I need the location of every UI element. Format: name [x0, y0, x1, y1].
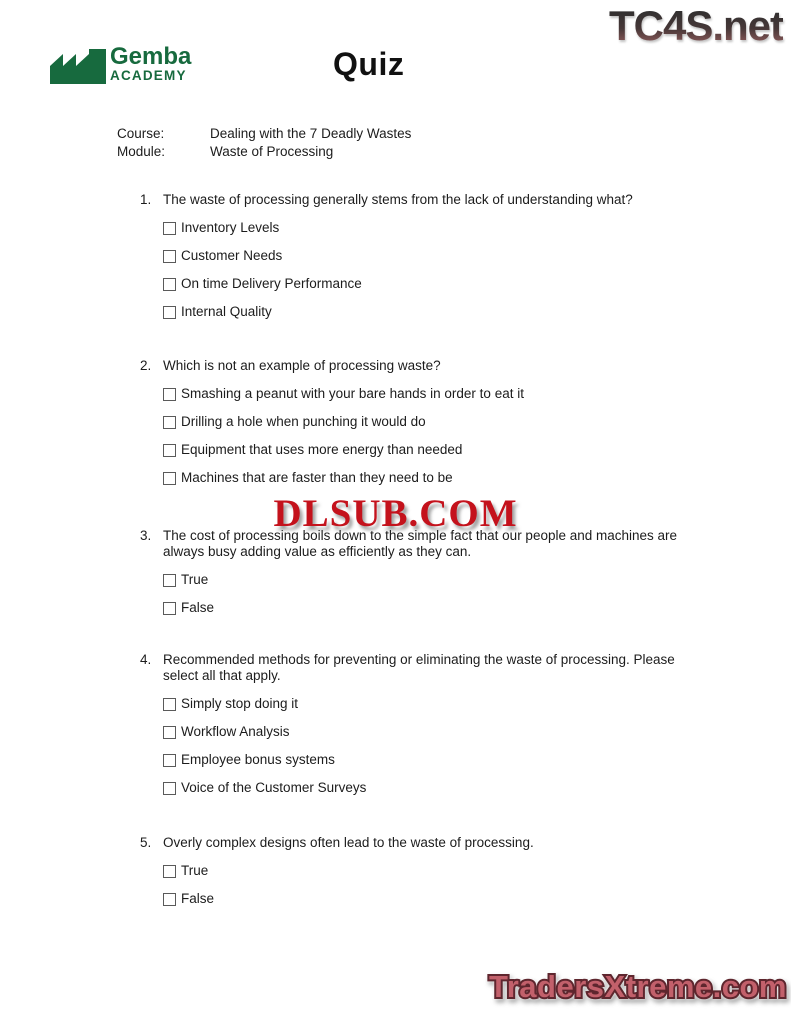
question-5 — [140, 835, 700, 919]
watermark-tradersxtreme: TradersXtreme.com — [489, 969, 787, 1004]
checkbox[interactable] — [163, 278, 176, 291]
checkbox[interactable] — [163, 388, 176, 401]
checkbox[interactable] — [163, 574, 176, 587]
option-label: True — [181, 572, 209, 587]
option-row — [163, 386, 700, 402]
question-head — [140, 192, 700, 208]
question-text: The cost of processing boils down to the simple fact that our people and machines are always busy adding value as efficiently as they can. — [163, 528, 678, 559]
checkbox[interactable] — [163, 698, 176, 711]
options-list — [163, 863, 700, 907]
option-label: Equipment that uses more energy than needed — [181, 442, 463, 457]
option-label: Customer Needs — [181, 248, 283, 263]
question-4 — [140, 652, 700, 808]
question-number: 2. — [140, 358, 152, 373]
question-text: The waste of processing generally stems from the lack of understanding what? — [163, 192, 633, 207]
page-title: Quiz — [333, 46, 405, 82]
course-info — [117, 125, 411, 161]
checkbox[interactable] — [163, 444, 176, 457]
question-head — [140, 835, 700, 851]
option-row — [163, 276, 700, 292]
option-row — [163, 891, 700, 907]
module-label: Module: — [117, 144, 166, 159]
option-row — [163, 470, 700, 486]
checkbox[interactable] — [163, 782, 176, 795]
checkbox[interactable] — [163, 754, 176, 767]
option-row — [163, 304, 700, 320]
option-row — [163, 724, 700, 740]
options-list — [163, 386, 700, 486]
option-label: Inventory Levels — [181, 220, 280, 235]
option-row — [163, 220, 700, 236]
course-row — [117, 125, 411, 143]
option-label: Simply stop doing it — [181, 696, 299, 711]
checkbox[interactable] — [163, 250, 176, 263]
checkbox[interactable] — [163, 602, 176, 615]
gemba-logo-text — [110, 43, 192, 83]
question-3 — [140, 528, 700, 628]
checkbox[interactable] — [163, 472, 176, 485]
option-label: Workflow Analysis — [181, 724, 290, 739]
watermark-dlsub: DLSUB.COM — [273, 492, 518, 535]
module-row — [117, 143, 411, 161]
watermark-tc4s: TC4S.net — [608, 2, 783, 49]
question-1 — [140, 192, 700, 332]
question-number: 3. — [140, 528, 152, 543]
logo-name: Gemba — [110, 43, 192, 70]
option-row — [163, 863, 700, 879]
option-label: False — [181, 891, 215, 906]
checkbox[interactable] — [163, 893, 176, 906]
question-text: Overly complex designs often lead to the waste of processing. — [163, 835, 534, 850]
option-label: Drilling a hole when punching it would do — [181, 414, 426, 429]
option-row — [163, 600, 700, 616]
option-label: False — [181, 600, 215, 615]
checkbox[interactable] — [163, 865, 176, 878]
options-list — [163, 696, 700, 796]
question-number: 4. — [140, 652, 152, 667]
course-value: Dealing with the 7 Deadly Wastes — [210, 126, 412, 141]
option-label: Internal Quality — [181, 304, 272, 319]
question-text: Recommended methods for preventing or eliminating the waste of processing. Please select all that apply. — [163, 652, 675, 683]
gemba-logo — [50, 44, 191, 84]
option-label: Smashing a peanut with your bare hands in order to eat it — [181, 386, 524, 401]
option-label: True — [181, 863, 209, 878]
options-list — [163, 220, 700, 320]
option-label: Employee bonus systems — [181, 752, 335, 767]
question-number: 5. — [140, 835, 152, 850]
option-row — [163, 572, 700, 588]
option-label: Machines that are faster than they need to be — [181, 470, 453, 485]
course-label: Course: — [117, 126, 165, 141]
question-2 — [140, 358, 700, 498]
question-number: 1. — [140, 192, 152, 207]
checkbox[interactable] — [163, 416, 176, 429]
option-row — [163, 696, 700, 712]
checkbox[interactable] — [163, 726, 176, 739]
option-row — [163, 248, 700, 264]
option-label: On time Delivery Performance — [181, 276, 362, 291]
checkbox[interactable] — [163, 222, 176, 235]
option-row — [163, 752, 700, 768]
options-list — [163, 572, 700, 616]
question-head — [140, 358, 700, 374]
module-value: Waste of Processing — [210, 144, 334, 159]
option-row — [163, 414, 700, 430]
logo-subtitle: ACADEMY — [110, 68, 187, 83]
question-text: Which is not an example of processing waste? — [163, 358, 441, 373]
checkbox[interactable] — [163, 306, 176, 319]
question-head — [140, 652, 700, 684]
option-row — [163, 442, 700, 458]
option-label: Voice of the Customer Surveys — [181, 780, 367, 795]
factory-icon — [50, 44, 106, 84]
option-row — [163, 780, 700, 796]
